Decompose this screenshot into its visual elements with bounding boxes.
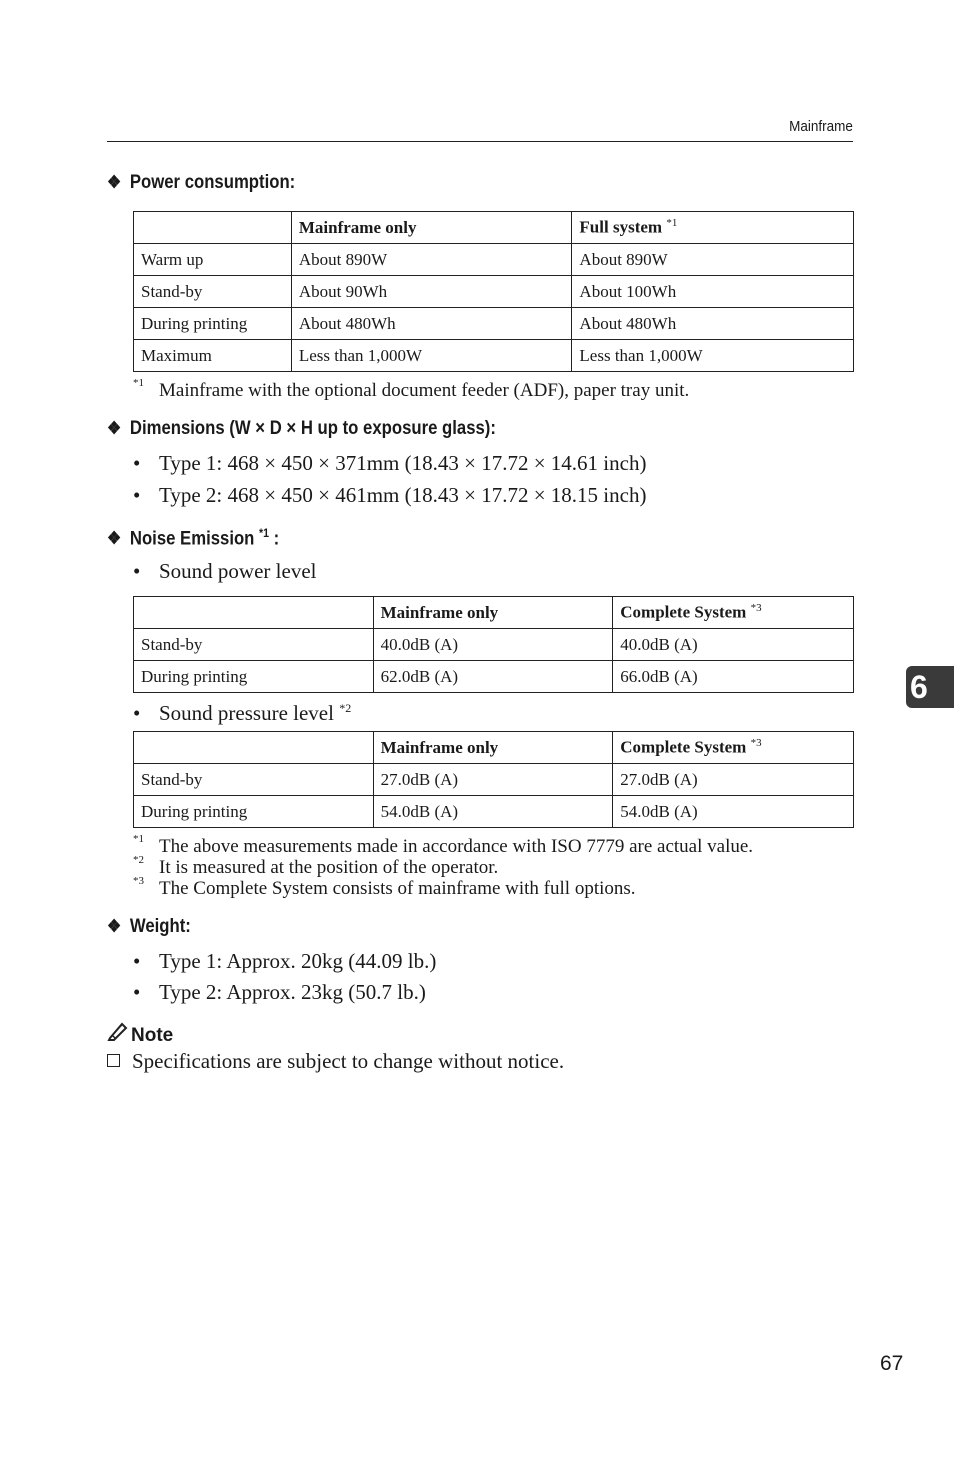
table-header-cell: Mainframe only xyxy=(291,212,572,244)
power-consumption-heading: ❖ Power consumption: xyxy=(107,172,296,193)
table-cell: 54.0dB (A) xyxy=(613,796,854,828)
table-header-cell: Complete System $^{*3}$ xyxy=(613,732,854,764)
footnote-marker: *2 xyxy=(133,854,144,866)
footnote-marker: *1 xyxy=(133,833,144,845)
noise-footnote: *2 It is measured at the position of the operator. xyxy=(133,854,499,878)
table-cell: Stand-by xyxy=(134,629,374,661)
table-row xyxy=(134,244,854,276)
chapter-tab: 6 xyxy=(906,666,954,708)
footnote-marker: *3 xyxy=(133,875,144,887)
noise-footnote: *3 The Complete System consists of mainframe with full options. xyxy=(133,875,636,899)
table-cell: 54.0dB (A) xyxy=(373,796,613,828)
table-cell: 27.0dB (A) xyxy=(373,764,613,796)
table-cell: During printing xyxy=(134,796,374,828)
page-number: 67 xyxy=(880,1352,904,1375)
table-cell: During printing xyxy=(134,661,374,693)
note-item: Specifications are subject to change without notice. xyxy=(107,1049,564,1074)
table-cell: Less than 1,000W xyxy=(572,340,854,372)
footnote-marker: *1 xyxy=(666,217,678,230)
table-header-cell xyxy=(134,597,374,629)
bullet-icon: • xyxy=(133,980,141,1004)
table-cell: 40.0dB (A) xyxy=(613,629,854,661)
list-item: • Sound pressure level $^{*2}$ xyxy=(133,701,352,725)
table-cell: Stand-by xyxy=(134,764,374,796)
table-header-row xyxy=(134,732,854,764)
table-header-cell: Full system $^{*1}$ xyxy=(572,212,854,244)
power-footnote: *1 Mainframe with the optional document feeder (ADF), paper tray unit. xyxy=(133,377,690,401)
table-cell: Less than 1,000W xyxy=(291,340,572,372)
table-cell: 27.0dB (A) xyxy=(613,764,854,796)
table-row xyxy=(134,661,854,693)
table-header-row xyxy=(134,597,854,629)
note-heading: Note xyxy=(107,1021,173,1047)
table-header-row xyxy=(134,212,854,244)
table-cell: 66.0dB (A) xyxy=(613,661,854,693)
table-row xyxy=(134,276,854,308)
noise-emission-heading: ❖ Noise Emission $^{*1}$ : xyxy=(107,526,280,550)
diamond-bullet-icon: ❖ xyxy=(107,418,122,438)
power-consumption-table xyxy=(133,211,854,372)
table-cell: 62.0dB (A) xyxy=(373,661,613,693)
table-row xyxy=(134,340,854,372)
table-header-cell: Mainframe only xyxy=(373,732,613,764)
list-item: • Sound power level xyxy=(133,559,317,583)
footnote-marker: *3 xyxy=(750,737,762,750)
list-item: • Type 2: 468 × 450 × 461mm (18.43 × 17.72 × 18.15 inch) xyxy=(133,483,647,507)
footnote-marker: *2 xyxy=(339,701,352,715)
list-item: • Type 1: 468 × 450 × 371mm (18.43 × 17.72 × 14.61 inch) xyxy=(133,451,647,475)
running-header: Mainframe xyxy=(789,118,853,135)
table-cell: Warm up xyxy=(134,244,292,276)
table-cell: About 100Wh xyxy=(572,276,854,308)
table-header-cell: Complete System $^{*3}$ xyxy=(613,597,854,629)
footnote-marker: *1 xyxy=(133,377,144,389)
dimensions-heading: ❖ Dimensions (W × D × H up to exposure glass): xyxy=(107,418,496,439)
bullet-icon: • xyxy=(133,483,141,507)
table-header-cell: Mainframe only xyxy=(373,597,613,629)
table-cell: About 90Wh xyxy=(291,276,572,308)
table-cell: About 480Wh xyxy=(572,308,854,340)
table-cell: 40.0dB (A) xyxy=(373,629,613,661)
diamond-bullet-icon: ❖ xyxy=(107,916,122,936)
list-item: • Type 1: Approx. 20kg (44.09 lb.) xyxy=(133,949,437,973)
bullet-icon: • xyxy=(133,701,141,725)
bullet-icon: • xyxy=(133,949,141,973)
table-cell: During printing xyxy=(134,308,292,340)
noise-footnote: *1 The above measurements made in accordance with ISO 7779 are actual value. xyxy=(133,833,754,857)
sound-power-table xyxy=(133,596,854,693)
table-cell: About 890W xyxy=(572,244,854,276)
pencil-icon xyxy=(107,1021,131,1047)
table-cell: About 890W xyxy=(291,244,572,276)
checkbox-icon xyxy=(107,1054,120,1067)
bullet-icon: • xyxy=(133,559,141,583)
sound-pressure-table xyxy=(133,731,854,828)
table-header-cell xyxy=(134,732,374,764)
table-header-cell xyxy=(134,212,292,244)
table-cell: Stand-by xyxy=(134,276,292,308)
table-row xyxy=(134,764,854,796)
bullet-icon: • xyxy=(133,451,141,475)
table-cell: About 480Wh xyxy=(291,308,572,340)
header-divider xyxy=(107,141,853,142)
list-item: • Type 2: Approx. 23kg (50.7 lb.) xyxy=(133,980,426,1004)
table-row xyxy=(134,796,854,828)
footnote-marker: *1 xyxy=(259,526,270,540)
footnote-marker: *3 xyxy=(750,602,762,615)
weight-heading: ❖ Weight: xyxy=(107,916,191,937)
diamond-bullet-icon: ❖ xyxy=(107,528,122,549)
table-row xyxy=(134,629,854,661)
table-row xyxy=(134,308,854,340)
diamond-bullet-icon: ❖ xyxy=(107,172,122,192)
table-cell: Maximum xyxy=(134,340,292,372)
